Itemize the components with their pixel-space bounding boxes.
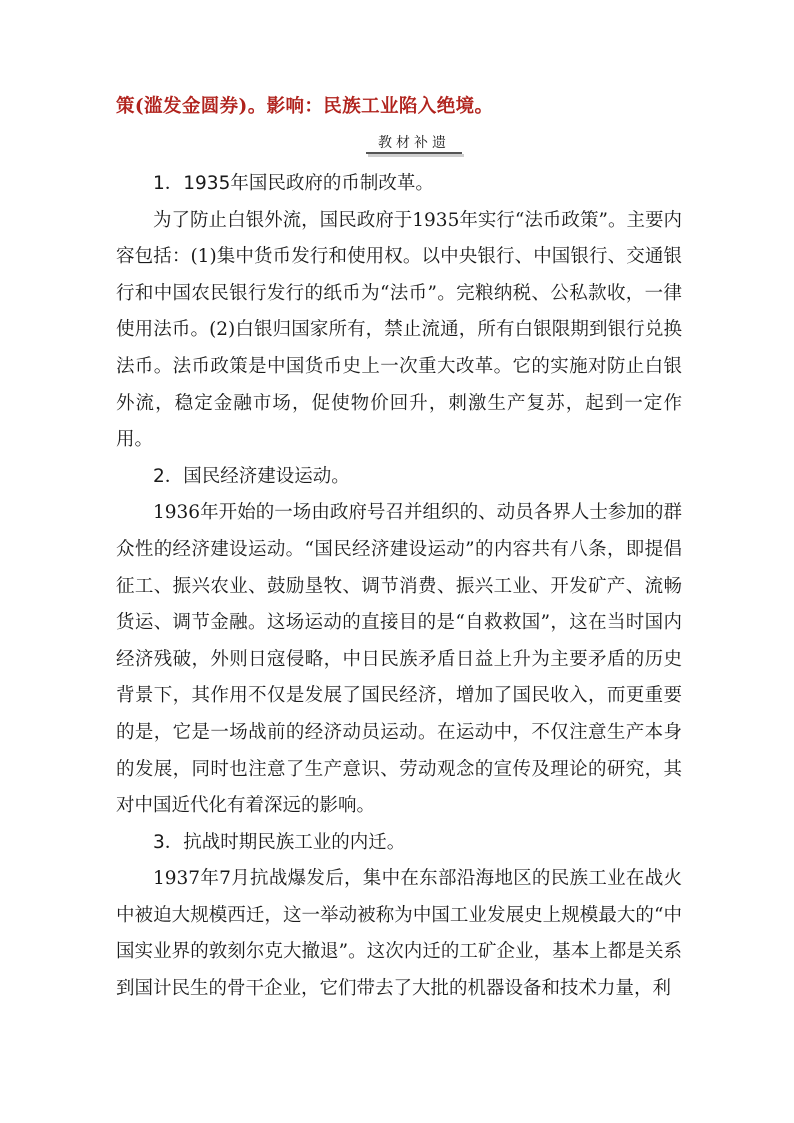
paragraph-3: 1937年7月抗战爆发后，集中在东部沿海地区的民族工业在战火中被迫大规模西迁，这一举动被称为中国工业发展史上规模最大的“中国实业界的敦刻尔克大撤退”。这次内迁的工矿企业，基本上都是关系到国计民生的骨干企业，它们带去了大批的机器设备和技术力量，利	[116, 868, 682, 1000]
section-banner	[366, 130, 462, 156]
banner-shadow	[368, 154, 464, 157]
section-heading-2: 2．国民经济建设运动。	[153, 465, 350, 487]
paragraph-2: 1936年开始的一场由政府号召并组织的、动员各界人士参加的群众性的经济建设运动。“国民经济建设运动”的内容共有八条，即提倡征工、振兴农业、鼓励垦牧、调节消费、振兴工业、开发矿产、流畅货运、调节金融。这场运动的直接目的是“自救救国”，这在当时国内经济残破，外则日寇侵略，中日民族矛盾日益上升为主要矛盾的历史背景下，其作用不仅是发展了国民经济，增加了国民收入，而更重要的是，它是一场战前的经济动员运动。在运动中，不仅注意生产本身的发展，同时也注意了生产意识、劳动观念的宣传及理论的研究，其对中国近代化有着深远的影响。	[116, 502, 682, 817]
section-heading-3: 3．抗战时期民族工业的内迁。	[153, 831, 406, 853]
paragraph-1: 为了防止白银外流，国民政府于1935年实行“法币政策”。主要内容包括：(1)集中货币发行和使用权。以中央银行、中国银行、交通银行和中国农民银行发行的纸币为“法币”。完粮纳税、公私款收，一律使用法币。(2)白银归国家所有，禁止流通，所有白银限期到银行兑换法币。法币政策是中国货币史上一次重大改革。它的实施对防止白银外流，稳定金融市场，促使物价回升，刺激生产复苏，起到一定作用。	[116, 209, 682, 451]
lead-red-text: 策(滥发金圆券)。影响：民族工业陷入绝境。	[116, 96, 494, 117]
section-heading-1: 1．1935年国民政府的币制改革。	[153, 173, 434, 194]
body-content	[116, 166, 682, 1008]
section-banner-label: 教材补遗	[378, 135, 450, 151]
